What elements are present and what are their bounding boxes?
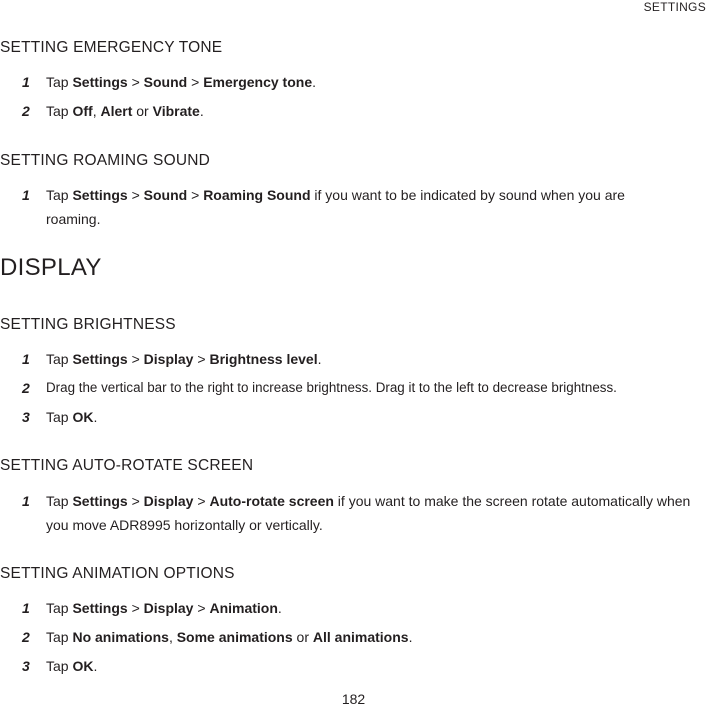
step-number: 1: [22, 351, 30, 367]
step-number: 1: [22, 74, 30, 90]
step-number: 1: [22, 187, 30, 203]
step-text: Tap Settings > Display > Auto-rotate screen if you want to make the screen rotate automatically when you move ADR8995 horizontally or vertically.: [46, 493, 691, 533]
section-title-roaming-sound: SETTING ROAMING SOUND: [0, 152, 211, 169]
section-title-animation: SETTING ANIMATION OPTIONS: [0, 565, 235, 582]
step-number: 2: [22, 380, 30, 396]
step-text: Tap OK.: [46, 658, 98, 674]
step-text: Tap No animations, Some animations or All animations.: [46, 629, 413, 645]
section-title-brightness: SETTING BRIGHTNESS: [0, 316, 176, 333]
page-number: 182: [341, 691, 366, 707]
running-header: SETTINGS: [643, 0, 706, 14]
section-title-emergency-tone: SETTING EMERGENCY TONE: [0, 39, 223, 56]
step-number: 3: [22, 658, 30, 674]
step-text: Tap OK.: [46, 409, 98, 425]
chapter-title-display: DISPLAY: [0, 254, 102, 281]
step-number: 2: [22, 629, 30, 645]
step-text: Drag the vertical bar to the right to increase brightness. Drag it to the left to decrease brightness.: [46, 380, 617, 395]
step-text: Tap Settings > Display > Brightness level.: [46, 351, 322, 367]
step-text: Tap Settings > Display > Animation.: [46, 600, 282, 616]
step-text: Tap Settings > Sound > Roaming Sound if you want to be indicated by sound when you are roaming.: [46, 187, 625, 227]
step-number: 2: [22, 103, 30, 119]
step-text: Tap Settings > Sound > Emergency tone.: [46, 74, 317, 90]
step-number: 1: [22, 600, 30, 616]
step-text: Tap Off, Alert or Vibrate.: [46, 103, 204, 119]
step-number: 1: [22, 493, 30, 509]
section-title-auto-rotate: SETTING AUTO-ROTATE SCREEN: [0, 457, 254, 474]
step-number: 3: [22, 409, 30, 425]
